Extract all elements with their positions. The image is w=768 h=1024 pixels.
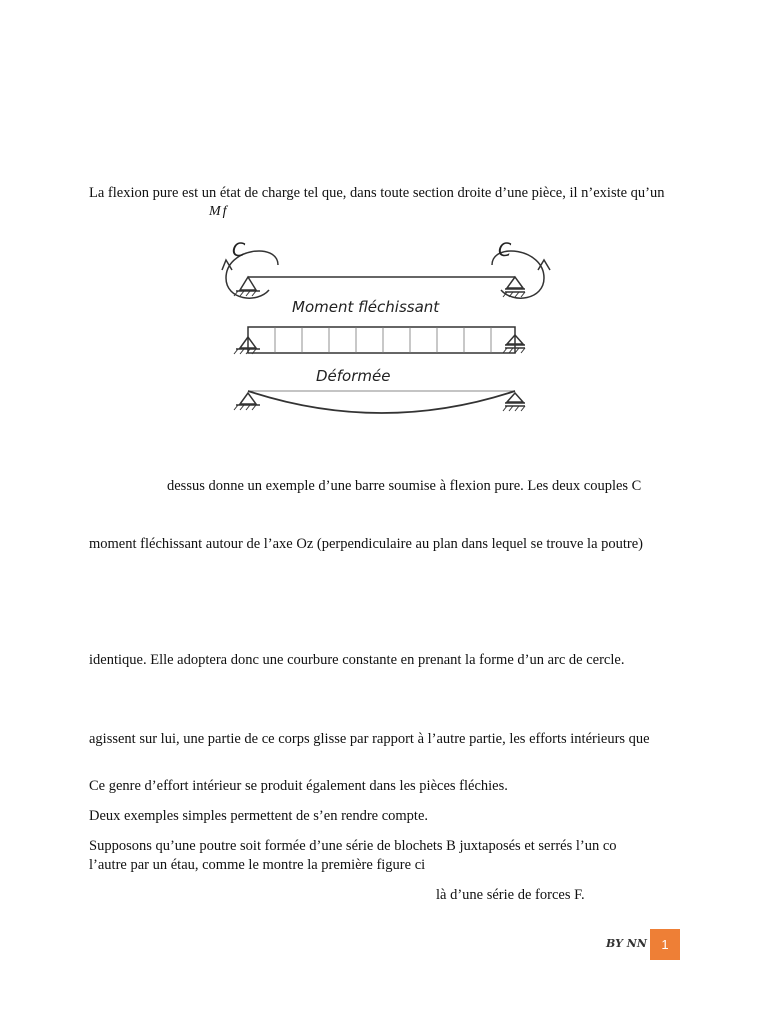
couple-left-label: C bbox=[232, 239, 246, 261]
mf-symbol: Mf bbox=[209, 204, 229, 219]
support-pin-left-bottom bbox=[234, 393, 260, 410]
couple-right-label: C bbox=[498, 239, 512, 261]
paragraph-courbure: identique. Elle adoptera donc une courbure constante en prenant la forme d’un arc de cercle. bbox=[89, 652, 625, 668]
flexion-diagram bbox=[212, 230, 557, 432]
paragraph-blochets-line2: l’autre par un étau, comme le montre la première figure ci bbox=[89, 857, 426, 873]
paragraph-forces: là d’une série de forces F. bbox=[436, 887, 585, 903]
paragraph-glissement: agissent sur lui, une partie de ce corps glisse par rapport à l’autre partie, les efforts intérieurs que bbox=[89, 731, 650, 747]
paragraph-flexion-pure: La flexion pure est un état de charge tel que, dans toute section droite d’une pièce, il n’existe qu’un bbox=[89, 185, 665, 201]
moment-diagram bbox=[248, 327, 515, 353]
paragraph-moment-oz: moment fléchissant autour de l’axe Oz (perpendiculaire au plan dans lequel se trouve la poutre) bbox=[89, 536, 644, 552]
moment-flechissant-label: Moment fléchissant bbox=[292, 298, 440, 316]
footer-signature: BY NN bbox=[606, 937, 647, 950]
page-number-badge: 1 bbox=[650, 929, 680, 960]
paragraph-blochets-line1: Supposons qu’une poutre soit formée d’une série de blochets B juxtaposés et serrés l’un co bbox=[89, 838, 617, 854]
deformee-label: Déformée bbox=[316, 367, 391, 385]
support-pin-left-top bbox=[234, 277, 260, 296]
flexion-pure-figure bbox=[212, 230, 557, 432]
deformed-beam-curve bbox=[248, 391, 515, 413]
paragraph-deux-exemples: Deux exemples simples permettent de s’en rendre compte. bbox=[89, 808, 429, 824]
paragraph-effort-interieur: Ce genre d’effort intérieur se produit également dans les pièces fléchies. bbox=[89, 778, 508, 794]
support-roller-right-bottom bbox=[503, 393, 525, 411]
support-pin-left-middle bbox=[234, 337, 260, 354]
support-roller-right-middle bbox=[503, 335, 525, 353]
paragraph-exemple-barre: dessus donne un exemple d’une barre soumise à flexion pure. Les deux couples C bbox=[167, 478, 642, 494]
